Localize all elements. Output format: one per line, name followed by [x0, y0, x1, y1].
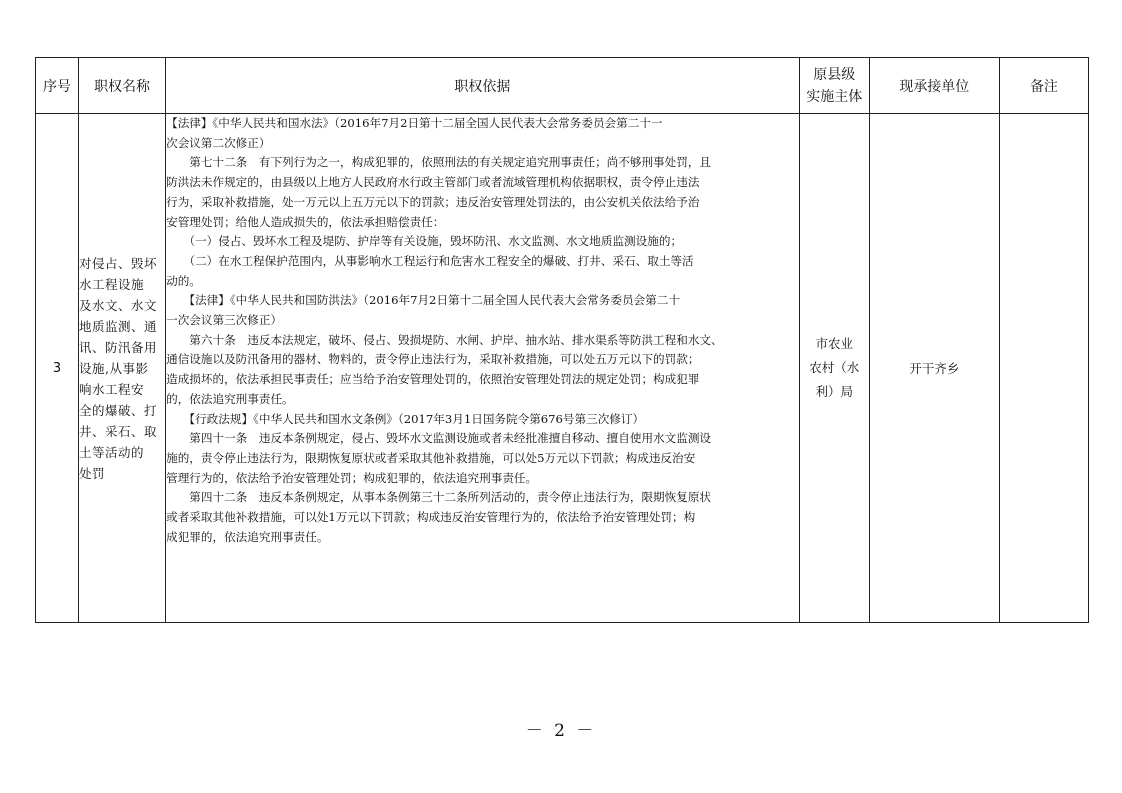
name-line: 土等活动的 — [79, 444, 145, 460]
basis-line: 行为，采取补救措施，处一万元以上五万元以下的罚款；违反治安管理处罚法的，由公安机关依法给予治 — [166, 194, 700, 209]
name-line: 处罚 — [79, 465, 106, 481]
name-line: 水工程设施 — [79, 276, 145, 292]
basis-line: （一）侵占、毁坏水工程及堤防、护岸等有关设施，毁坏防汛、水文监测、水文地质监测设施的； — [166, 234, 683, 249]
basis-line: 防洪法未作规定的，由县级以上地方人民政府水行政主管部门或者流域管理机构依据职权，责令停止违法 — [166, 175, 700, 190]
row-authority-basis — [166, 114, 800, 623]
basis-line: 动的。 — [166, 273, 201, 288]
row-seq: 3 — [36, 114, 79, 623]
table-row — [36, 114, 1089, 623]
basis-line: 第七十二条 有下列行为之一，构成犯罪的，依照刑法的有关规定追究刑事责任；尚不够刑事处罚，且 — [166, 155, 712, 170]
basis-line: 【法律】《中华人民共和国水法》（2016年7月2日第十二届全国人民代表大会常务委员会第二十一 — [166, 116, 663, 130]
header-seq: 序号 — [36, 58, 79, 114]
basis-line: 次会议第二次修正） — [166, 135, 271, 150]
name-line: 井、采石、取 — [79, 423, 158, 439]
original-entity-line: 农村（水 — [809, 360, 860, 375]
name-line: 讯、防汛备用 — [79, 339, 158, 355]
original-entity-line: 利）局 — [815, 384, 853, 399]
basis-line: 安管理处罚；给他人造成损失的，依法承担赔偿责任： — [166, 214, 445, 229]
basis-line: 【法律】《中华人民共和国防洪法》（2016年7月2日第十二届全国人民代表大会常务委员会第二十 — [166, 293, 680, 308]
basis-line: 成犯罪的，依法追究刑事责任。 — [166, 529, 329, 544]
name-line: 设施,从事影 — [79, 360, 149, 376]
name-line: 全的爆破、打 — [79, 402, 158, 418]
basis-line: 通信设施以及防汛备用的器材、物料的，责令停止违法行为，采取补救措施，可以处五万元以下的罚款； — [166, 352, 700, 367]
basis-line: （二）在水工程保护范围内，从事影响水工程运行和危害水工程安全的爆破、打井、采石、取土等活 — [166, 253, 694, 268]
basis-line: 第四十一条 违反本条例规定，侵占、毁坏水文监测设施或者未经批准擅自移动、擅自使用水文监测设 — [166, 431, 712, 446]
header-original-line2: 实施主体 — [806, 88, 863, 105]
header-basis: 职权依据 — [166, 58, 800, 114]
name-line: 地质监测、通 — [79, 318, 158, 334]
header-receiving-unit: 现承接单位 — [869, 58, 999, 114]
row-original-entity — [799, 114, 869, 623]
row-remarks — [999, 114, 1088, 623]
basis-line: 第四十二条 违反本条例规定，从事本条例第三十二条所列活动的，责令停止违法行为，限期恢复原状 — [166, 490, 712, 505]
basis-line: 【行政法规】《中华人民共和国水文条例》（2017年3月1日国务院令第676号第三次修订） — [166, 411, 645, 426]
name-line: 及水文、水文 — [79, 297, 158, 313]
basis-line: 管理行为的，依法给予治安管理处罚；构成犯罪的，依法追究刑事责任。 — [166, 470, 538, 485]
header-original-entity — [799, 58, 869, 114]
basis-line: 或者采取其他补救措施，可以处1万元以下罚款；构成违反治安管理行为的，依法给予治安管理处罚；构 — [166, 510, 696, 525]
original-entity-line: 市农业 — [815, 336, 853, 351]
authority-table — [35, 57, 1089, 623]
basis-line: 造成损坏的，依法承担民事责任；应当给予治安管理处罚的，依照治安管理处罚法的规定处罚；构成犯罪 — [166, 372, 700, 387]
basis-line: 一次会议第三次修正） — [166, 313, 283, 328]
header-name: 职权名称 — [79, 58, 166, 114]
header-remarks: 备注 — [999, 58, 1088, 114]
basis-line: 施的，责令停止违法行为，限期恢复原状或者采取其他补救措施，可以处5万元以下罚款；构成违反治安 — [166, 450, 696, 465]
header-row — [36, 58, 1089, 114]
row-receiving-unit: 开干齐乡 — [869, 114, 999, 623]
page-number: － 2 － — [525, 721, 597, 741]
row-authority-name — [79, 114, 166, 623]
name-line: 响水工程安 — [79, 381, 145, 397]
basis-line: 第六十条 违反本法规定，破坏、侵占、毁损堤防、水闸、护岸、抽水站、排水渠系等防洪工程和水文、 — [166, 332, 723, 347]
header-original-line1: 原县级 — [813, 66, 856, 83]
basis-line: 的，依法追究刑事责任。 — [166, 391, 294, 406]
name-line: 对侵占、毁坏 — [79, 255, 158, 271]
